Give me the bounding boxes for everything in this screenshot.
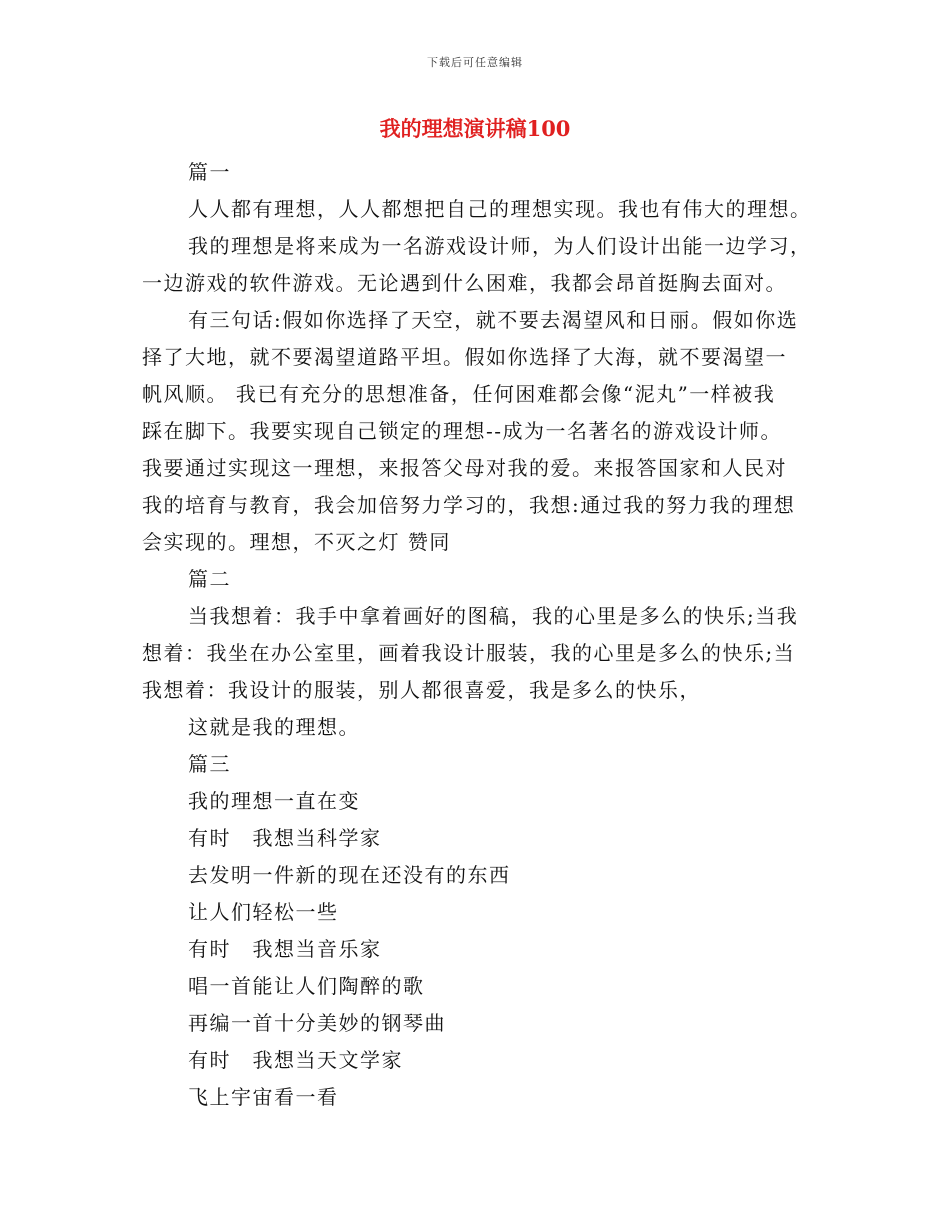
paragraph-line: 想着：我坐在办公室里，画着我设计服装，我的心里是多么的快乐;当 (142, 641, 796, 665)
document-title: 我的理想演讲稿100 (379, 116, 571, 141)
poem-line: 唱一首能让人们陶醉的歌 (188, 974, 425, 998)
document-body (142, 154, 812, 1116)
header-note: 下载后可任意编辑 (427, 56, 523, 69)
poem-line: 有时 我想当科学家 (188, 826, 382, 850)
paragraph-line: 这就是我的理想。 (188, 715, 360, 739)
paragraph-line: 当我想着：我手中拿着画好的图稿，我的心里是多么的快乐;当我 (188, 604, 799, 628)
paragraph-line: 我的培育与教育，我会加倍努力学习的，我想:通过我的努力我的理想 (142, 493, 796, 517)
section-heading: 篇三 (188, 752, 231, 776)
poem-line: 飞上宇宙看一看 (188, 1085, 339, 1109)
paragraph-line: 帆风顺。 我已有充分的思想准备，任何困难都会像“泥丸”一样被我 (142, 382, 776, 406)
section-heading: 篇二 (188, 567, 231, 591)
paragraph-line: 一边游戏的软件游戏。无论遇到什么困难，我都会昂首挺胸去面对。 (142, 271, 787, 295)
poem-line: 我的理想一直在变 (188, 789, 360, 813)
paragraph-line: 我想着：我设计的服装，别人都很喜爱，我是多么的快乐， (142, 678, 701, 702)
section-heading: 篇一 (188, 160, 231, 184)
poem-line: 再编一首十分美妙的钢琴曲 (188, 1011, 446, 1035)
poem-line: 有时 我想当天文学家 (188, 1048, 403, 1072)
paragraph-line: 有三句话:假如你选择了天空，就不要去渴望风和日丽。假如你选 (188, 308, 799, 332)
paragraph-line: 人人都有理想，人人都想把自己的理想实现。我也有伟大的理想。 (188, 197, 812, 221)
paragraph-line: 我要通过实现这一理想，来报答父母对我的爱。来报答国家和人民对 (142, 456, 787, 480)
paragraph-line: 踩在脚下。我要实现自己锁定的理想--成为一名著名的游戏设计师。 (142, 419, 783, 443)
paragraph-line: 会实现的。理想，不灭之灯 赞同 (142, 530, 451, 554)
poem-line: 让人们轻松一些 (188, 900, 339, 924)
paragraph-line: 我的理想是将来成为一名游戏设计师，为人们设计出能一边学习， (188, 234, 812, 258)
paragraph-line: 择了大地，就不要渴望道路平坦。假如你选择了大海，就不要渴望一 (142, 345, 787, 369)
poem-line: 去发明一件新的现在还没有的东西 (188, 863, 511, 887)
poem-line: 有时 我想当音乐家 (188, 937, 382, 961)
